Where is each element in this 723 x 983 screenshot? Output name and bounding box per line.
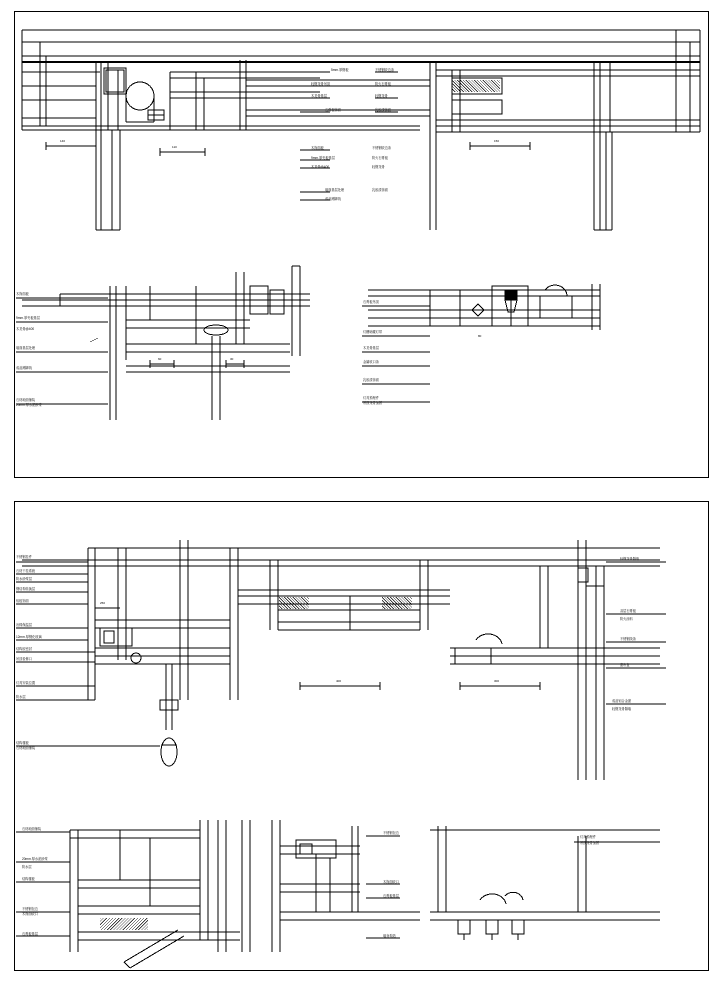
annotation-lower-right-1: 轻钢龙骨隔墙 bbox=[620, 557, 640, 561]
dim-mid-left-1: 60 bbox=[158, 357, 162, 361]
annotation-column-4: 墙身构造 bbox=[383, 934, 396, 938]
annotation-top-center-1: 木饰面板 bbox=[311, 146, 324, 150]
annotation-lower-right-4: 不锈钢线条 bbox=[620, 637, 636, 641]
annotation-top-center-4: 墙面基层处理 bbox=[325, 188, 345, 192]
annotation-lower-left-12: 结构楼板 bbox=[16, 741, 29, 745]
annotation-mid-right-7: 吊顶龙骨加固 bbox=[363, 401, 383, 405]
annotation-fixture-1: 灯具预埋件 bbox=[580, 835, 596, 839]
annotation-step-2: 20mm.厚水泥砂浆 bbox=[22, 857, 48, 861]
annotation-step-5: 不锈钢包边 bbox=[22, 907, 38, 911]
annotation-lower-left-9: 吊顶检修口 bbox=[16, 657, 32, 661]
hatch-fill-4 bbox=[452, 80, 500, 92]
dim-lower-2: 300 bbox=[494, 679, 500, 683]
annotation-lower-right-3: 防火涂料 bbox=[620, 617, 633, 621]
dim-lower-3: 250 bbox=[100, 601, 106, 605]
annotation-step-7: 石膏板基层 bbox=[22, 932, 38, 936]
annotation-top-right-4: 乳胶漆饰面 bbox=[375, 108, 391, 112]
annotation-top-center-5: 成品踢脚线 bbox=[325, 197, 341, 201]
annotation-lower-left-4: 钢结构转换层 bbox=[16, 587, 36, 591]
annotation-mid-left-1: 木饰面板 bbox=[16, 292, 29, 296]
annotation-mid-left-3: 木龙骨@400 bbox=[16, 327, 35, 331]
annotation-top-right-1: 不锈钢收边条 bbox=[375, 68, 395, 72]
annotation-mid-right-5: 乳胶漆饰面 bbox=[363, 378, 379, 382]
annotation-top-center-3: 木龙骨@400 bbox=[311, 165, 330, 169]
annotation-mid-left-5: 成品踢脚线 bbox=[16, 366, 32, 370]
annotation-mid-left-4: 墙面基层处理 bbox=[16, 346, 36, 350]
annotation-lower-left-1: 不锈钢挂件 bbox=[16, 555, 32, 559]
annotation-top-right-8: 乳胶漆饰面 bbox=[372, 188, 388, 192]
annotation-lower-left-11: 防水层 bbox=[16, 695, 26, 699]
annotation-top-right-5: 不锈钢收边条 bbox=[372, 146, 392, 150]
dim-mid-left-2: 30 bbox=[230, 357, 234, 361]
dim-upper-3: 150 bbox=[494, 139, 500, 143]
annotation-mid-right-3: 木龙骨基层 bbox=[363, 346, 379, 350]
annotation-fixture-2: 吊顶龙骨加固 bbox=[580, 841, 600, 845]
dim-upper-2: 110 bbox=[172, 145, 177, 149]
annotation-step-4: 结构楼板 bbox=[22, 877, 35, 881]
annotation-top-left-1: 5mm.厚钢板 bbox=[331, 68, 349, 72]
annotation-lower-left-6: 岩棉保温层 bbox=[16, 623, 32, 627]
annotation-mid-right-2: 灯槽暗藏灯带 bbox=[363, 330, 383, 334]
annotation-lower-left-13: 石材地面铺装 bbox=[16, 746, 36, 750]
annotation-lower-left-5: 铝板饰面 bbox=[16, 599, 29, 603]
annotation-top-center-2: 9mm.厚夹板基层 bbox=[311, 156, 335, 160]
lower-detail-frame bbox=[14, 501, 709, 971]
annotation-top-left-3: 木龙骨基层 bbox=[311, 94, 327, 98]
annotation-lower-right-2: 双层石膏板 bbox=[620, 609, 636, 613]
annotation-top-right-7: 轻钢龙骨 bbox=[372, 165, 385, 169]
annotation-lower-right-6: 成品铝合金窗 bbox=[612, 699, 632, 703]
annotation-mid-right-1: 石膏板吊顶 bbox=[363, 300, 379, 304]
annotation-mid-right-6: 灯具预埋件 bbox=[363, 396, 379, 400]
annotation-lower-left-3: 防水砂浆层 bbox=[16, 577, 32, 581]
annotation-top-right-3: 轻钢龙骨 bbox=[375, 94, 388, 98]
annotation-mid-left-7: 20mm.厚水泥砂浆 bbox=[16, 403, 42, 407]
dim-lower-1: 400 bbox=[336, 679, 342, 683]
annotation-step-3: 防水层 bbox=[22, 865, 32, 869]
annotation-lower-left-10: 灯具安装位置 bbox=[16, 681, 36, 685]
annotation-lower-left-7: 12mm.厚钢化玻璃 bbox=[16, 635, 42, 639]
annotation-lower-right-5: 窗帘盒 bbox=[620, 663, 630, 667]
annotation-step-6: 木饰面收口 bbox=[22, 912, 38, 916]
annotation-step-1: 石材地面铺装 bbox=[22, 827, 42, 831]
annotation-top-left-4: 石膏板饰面 bbox=[325, 108, 341, 112]
annotation-mid-right-4: 金属收口条 bbox=[363, 360, 379, 364]
annotation-lower-left-2: 石材干挂系统 bbox=[16, 569, 36, 573]
annotation-mid-left-2: 9mm.厚夹板基层 bbox=[16, 316, 40, 320]
annotation-top-right-6: 防火石膏板 bbox=[372, 156, 388, 160]
annotation-top-right-2: 防火石膏板 bbox=[375, 82, 391, 86]
dim-mid-right-1: 80 bbox=[478, 334, 482, 338]
dim-upper-1: 140 bbox=[60, 139, 66, 143]
annotation-column-2: 木饰面收口 bbox=[383, 880, 399, 884]
annotation-top-left-2: 轻钢龙骨吊顶 bbox=[311, 82, 331, 86]
annotation-column-1: 不锈钢包边 bbox=[383, 831, 399, 835]
annotation-lower-right-7: 轻钢龙骨隔墙 bbox=[612, 707, 632, 711]
annotation-lower-left-8: 结构胶密封 bbox=[16, 647, 32, 651]
annotation-column-3: 石膏板基层 bbox=[383, 894, 399, 898]
annotation-mid-left-6: 石材地面铺装 bbox=[16, 398, 36, 402]
